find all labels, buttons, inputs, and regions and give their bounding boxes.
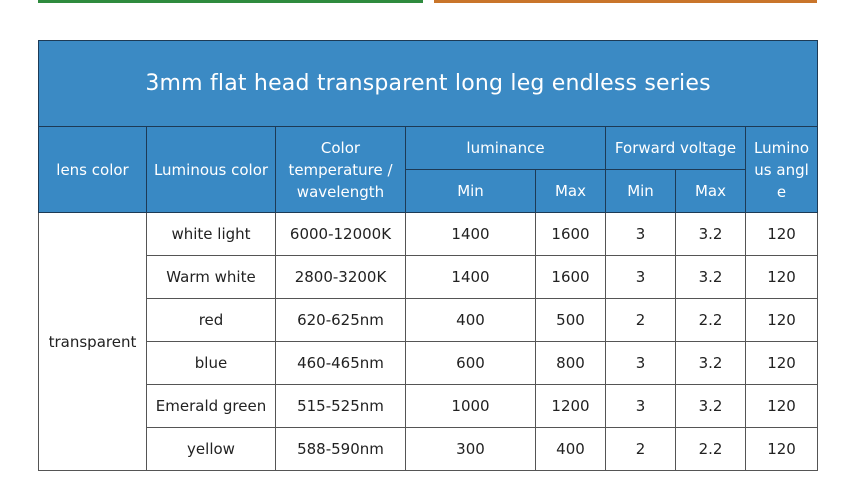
luminance-max-cell: 1600 [536,213,606,256]
luminance-max-cell: 1200 [536,385,606,428]
header-luminance-min: Min [406,170,536,213]
luminance-max-cell: 400 [536,428,606,471]
luminous-color-cell: white light [147,213,276,256]
lens-color-cell: transparent [39,213,147,471]
voltage-max-cell: 3.2 [676,213,746,256]
header-luminous-angle: Lumino us angle [746,127,818,213]
voltage-min-cell: 3 [606,256,676,299]
top-image-strip-left [38,0,423,3]
luminance-min-cell: 300 [406,428,536,471]
voltage-max-cell: 3.2 [676,385,746,428]
spec-table [38,40,818,471]
temperature-cell: 588-590nm [276,428,406,471]
voltage-max-cell: 3.2 [676,256,746,299]
table-row [39,428,818,471]
table-row [39,213,818,256]
temperature-cell: 460-465nm [276,342,406,385]
table-row [39,299,818,342]
angle-cell: 120 [746,342,818,385]
luminance-max-cell: 800 [536,342,606,385]
angle-cell: 120 [746,385,818,428]
table-body [39,41,818,471]
temperature-cell: 515-525nm [276,385,406,428]
voltage-max-cell: 3.2 [676,342,746,385]
luminous-color-cell: red [147,299,276,342]
luminance-min-cell: 1400 [406,256,536,299]
voltage-min-cell: 2 [606,428,676,471]
luminous-color-cell: yellow [147,428,276,471]
luminous-color-cell: blue [147,342,276,385]
angle-cell: 120 [746,299,818,342]
header-lens-color: lens color [39,127,147,213]
table-row [39,256,818,299]
header-voltage-max: Max [676,170,746,213]
voltage-min-cell: 3 [606,385,676,428]
angle-cell: 120 [746,213,818,256]
voltage-min-cell: 2 [606,299,676,342]
temperature-cell: 2800-3200K [276,256,406,299]
luminance-max-cell: 1600 [536,256,606,299]
luminance-min-cell: 1000 [406,385,536,428]
header-row-1 [39,127,818,170]
header-voltage-min: Min [606,170,676,213]
header-luminance: luminance [406,127,606,170]
luminance-min-cell: 600 [406,342,536,385]
voltage-max-cell: 2.2 [676,299,746,342]
header-luminance-max: Max [536,170,606,213]
luminance-max-cell: 500 [536,299,606,342]
header-forward-voltage: Forward voltage [606,127,746,170]
voltage-max-cell: 2.2 [676,428,746,471]
angle-cell: 120 [746,428,818,471]
luminance-min-cell: 1400 [406,213,536,256]
voltage-min-cell: 3 [606,213,676,256]
temperature-cell: 6000-12000K [276,213,406,256]
luminous-color-cell: Emerald green [147,385,276,428]
angle-cell: 120 [746,256,818,299]
top-image-strip-right [434,0,817,3]
luminance-min-cell: 400 [406,299,536,342]
table-row [39,342,818,385]
voltage-min-cell: 3 [606,342,676,385]
header-color-temperature: Color temperature / wavelength [276,127,406,213]
temperature-cell: 620-625nm [276,299,406,342]
header-luminous-color: Luminous color [147,127,276,213]
luminous-color-cell: Warm white [147,256,276,299]
table-title: 3mm flat head transparent long leg endless series [39,41,818,127]
table-row [39,385,818,428]
title-row [39,41,818,127]
